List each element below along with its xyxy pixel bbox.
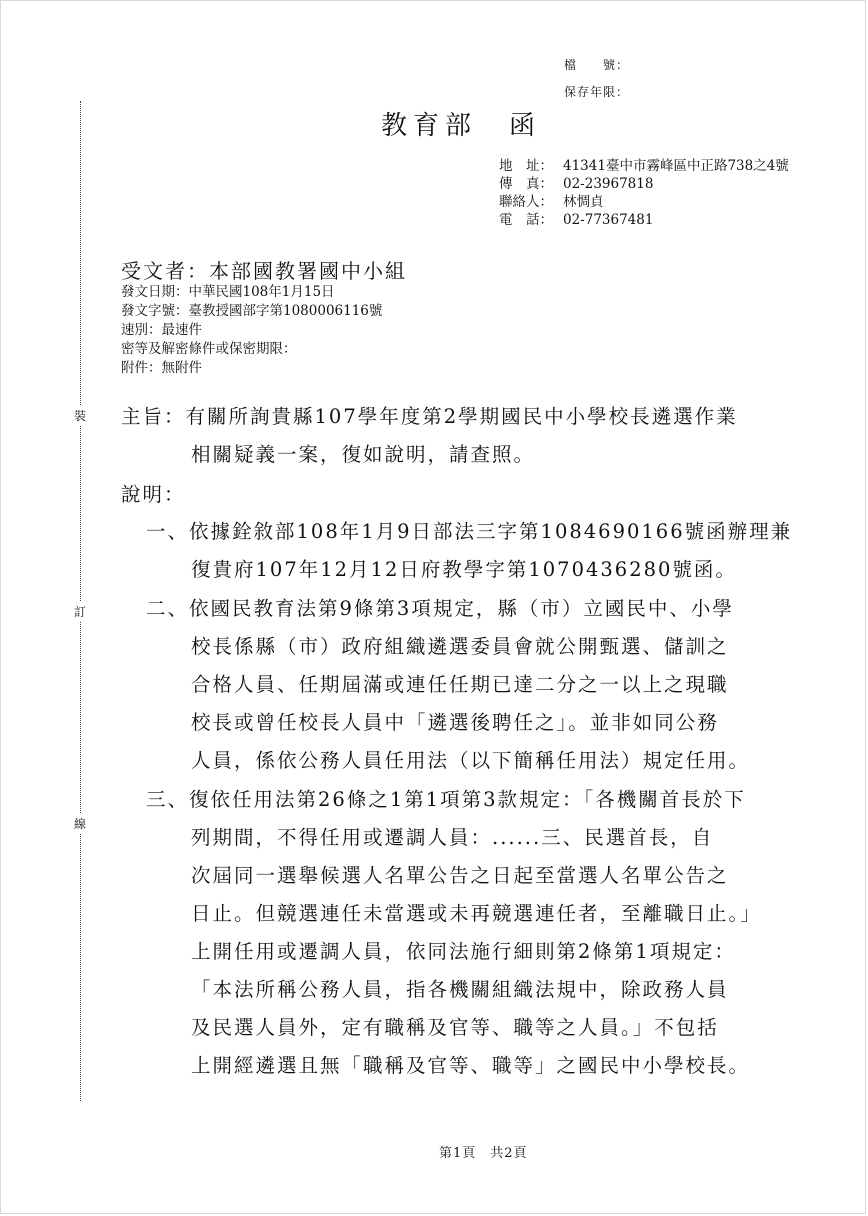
binding-mark-xian: 線 [74,813,86,834]
item-3-line-8: 上開經遴選且無「職稱及官等、職等」之國民中小學校長。 [191,1054,751,1077]
subject-line-1: 主旨：有關所詢貴縣107學年度第2學期國民中小學校長遴選作業 [121,405,738,428]
binding-mark-zhuang: 裝 [74,405,86,426]
document-title: 教育部 函 [381,111,542,141]
item-3-line-7: 及民選人員外，定有職稱及官等、職等之人員。」不包括 [191,1016,719,1039]
item-3-line-6: 「本法所稱公務人員，指各機關組織法規中，除政務人員 [191,978,729,1001]
item-1-line-2: 復貴府107年12月12日府教學字第1070436280號函。 [191,558,737,581]
contact-person-row [499,193,789,211]
contact-block [499,157,789,229]
address-row [499,157,789,175]
item-3-line-4: 日止。但競選連任未當選或未再競選連任者，至離職日止。」 [191,902,762,925]
item-3-line-3: 次屆同一選舉候選人名單公告之日起至當選人名單公告之 [191,864,729,887]
fax-label: 傳 真： [499,176,553,192]
phone-row [499,211,789,229]
file-number-label: 檔 號： [564,58,630,72]
explanation-label: 說明： [121,483,186,506]
item-2-line-4: 校長或曾任校長人員中「遴選後聘任之」。並非如同公務 [191,711,719,734]
secrecy-level: 密等及解密條件或保密期限： [121,341,297,357]
contact-person-value: 林惆貞 [563,194,604,210]
dispatch-date: 發文日期：中華民國108年1月15日 [121,284,335,300]
dispatch-number: 發文字號：臺教授國部字第1080006116號 [121,303,383,319]
item-2-line-2: 校長係縣（市）政府組織遴選委員會就公開甄選、儲訓之 [191,635,729,658]
fax-value: 02-23967818 [563,176,654,192]
phone-value: 02-77367481 [563,212,654,228]
address-label: 地 址： [499,158,553,174]
binding-mark-ding: 訂 [74,601,86,622]
item-2-line-3: 合格人員、任期屆滿或連任任期已達二分之一以上之現職 [191,673,729,696]
contact-person-label: 聯絡人： [499,194,553,210]
item-3-line-1: 三、復依任用法第26條之1第1項第3款規定：「各機關首長於下 [146,788,746,811]
dispatch-meta [121,283,382,378]
attachment-info: 附件：無附件 [121,360,202,376]
item-3-line-5: 上開任用或遷調人員，依同法施行細則第2條第1項規定： [191,940,736,963]
address-value: 41341臺中市霧峰區中正路738之4號 [563,158,789,174]
item-2-line-5: 人員，係依公務人員任用法（以下簡稱任用法）規定任用。 [191,749,751,772]
retention-period-label: 保存年限： [564,85,630,99]
page-number-footer: 第1頁 共2頁 [439,1146,528,1161]
recipient: 受文者：本部國教署國中小組 [121,259,407,283]
item-2-line-1: 二、依國民教育法第9條第3項規定，縣（市）立國民中、小學 [146,597,734,620]
subject-line-2: 相關疑義一案，復如說明，請查照。 [191,443,536,466]
item-1-line-1: 一、依據銓敘部108年1月9日部法三字第1084690166號函辦理兼 [146,520,793,543]
phone-label: 電 話： [499,212,553,228]
fax-row [499,175,789,193]
item-3-line-2: 列期間，不得任用或遷調人員：......三、民選首長，自 [191,826,714,849]
speed-category: 速別：最速件 [121,322,202,338]
